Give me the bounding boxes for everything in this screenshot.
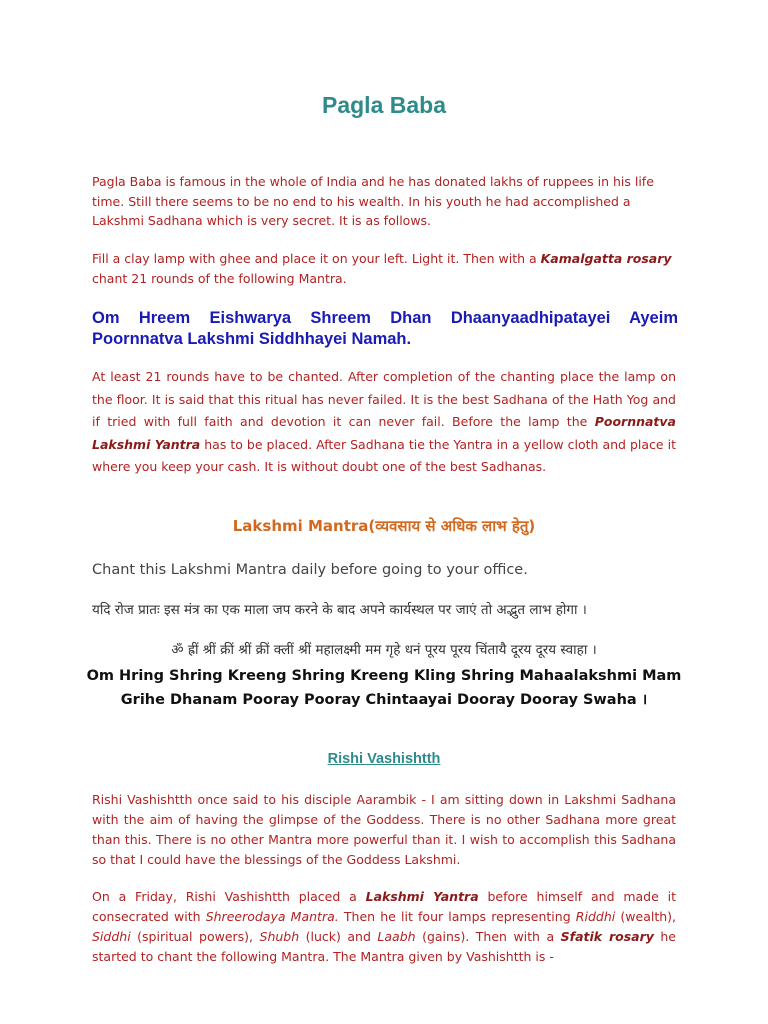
friday-text-5: (spiritual powers),: [130, 929, 260, 944]
sfatik-rosary-keyword: Sfatik rosary: [560, 929, 654, 944]
friday-text-6: (luck) and: [299, 929, 378, 944]
friday-text-3: Then he lit four lamps representing: [338, 909, 576, 924]
shreerodaya-keyword: Shreerodaya Mantra.: [205, 909, 339, 924]
friday-text-1: On a Friday, Rishi Vashishtth placed a: [92, 889, 366, 904]
kamalgatta-keyword: Kamalgatta rosary: [540, 251, 672, 266]
mantra-two: [0, 664, 768, 712]
mantra-two-line-1: Om Hring Shring Kreeng Shring Kreeng Kling Shring Mahaalakshmi Mam: [86, 668, 682, 684]
shubh-keyword: Shubh: [259, 929, 300, 944]
yantra-keyword: Poornnatva Lakshmi Yantra: [92, 414, 676, 452]
page-title: Pagla Baba: [322, 92, 446, 118]
rounds-text-before: At least 21 rounds have to be chanted. After completion of the chanting place the lamp on the floor. It is said that this ritual has never failed. It is the best Sadhana of the Hath Yog and if tried with full faith and devotion it can never fail. Before the lamp the: [92, 369, 676, 429]
lamp-paragraph: [92, 249, 676, 288]
rishi-heading-text: Rishi Vashishtth: [327, 751, 441, 767]
hindi-instruction: यदि रोज प्रातः इस मंत्र का एक माला जप करने के बाद अपने कार्यस्थल पर जाएं तो अद्भुत लाभ होगा ।: [92, 602, 587, 618]
rishi-heading: [0, 751, 768, 767]
lakshmi-mantra-heading: Lakshmi Mantra(व्यवसाय से अधिक लाभ हेतु): [232, 517, 536, 535]
lamp-text-before: Fill a clay lamp with ghee and place it on your left. Light it. Then with a: [92, 251, 541, 266]
mantra-one: Om Hreem Eishwarya Shreem Dhan Dhaanyaadhipatayei Ayeim Poornnatva Lakshmi Siddhhayei Namah.: [92, 309, 678, 348]
siddhi-keyword: Siddhi: [92, 929, 131, 944]
lakshmi-yantra-keyword: Lakshmi Yantra: [365, 889, 479, 904]
friday-paragraph: [92, 887, 676, 967]
friday-text-4: (wealth),: [615, 909, 676, 924]
intro-paragraph: Pagla Baba is famous in the whole of India and he has donated lakhs of ruppees in his life time. Still there seems to be no end to his wealth. In his youth he had accomplished a Lakshmi Sadhana which is very secret. It is as follows.: [92, 174, 654, 228]
chant-instruction: Chant this Lakshmi Mantra daily before going to your office.: [92, 562, 528, 578]
rishi-paragraph: Rishi Vashishtth once said to his disciple Aarambik - I am sitting down in Lakshmi Sadhana with the aim of having the glimpse of the Goddess. There is no other Sadhana more great than this. There is no other Mantra more powerful than it. I wish to accomplish this Sadhana so that I could have the blessings of the Goddess Lakshmi.: [92, 792, 676, 867]
rounds-paragraph: [92, 366, 676, 479]
friday-text-2: before himself and made it consecrated with: [92, 889, 676, 924]
laabh-keyword: Laabh: [377, 929, 416, 944]
riddhi-keyword: Riddhi: [575, 909, 616, 924]
mantra-two-line-2: Grihe Dhanam Pooray Pooray Chintaayai Dooray Dooray Swaha ।: [120, 692, 648, 708]
friday-text-7: (gains). Then with a: [415, 929, 561, 944]
sanskrit-mantra: ॐ ह्रीं श्रीं क्रीं श्रीं क्रीं क्लीं श्रीं महालक्ष्मी मम गृहे धनं पूरय पूरय चिंतायै दूरय दूरय स्वाहा ।: [171, 642, 597, 658]
rounds-text-after: has to be placed. After Sadhana tie the Yantra in a yellow cloth and place it where you keep your cash. It is without doubt one of the best Sadhanas.: [92, 436, 676, 474]
friday-text-8: he started to chant the following Mantra. The Mantra given by Vashishtth is -: [92, 929, 676, 964]
lamp-text-after: chant 21 rounds of the following Mantra.: [92, 270, 347, 286]
